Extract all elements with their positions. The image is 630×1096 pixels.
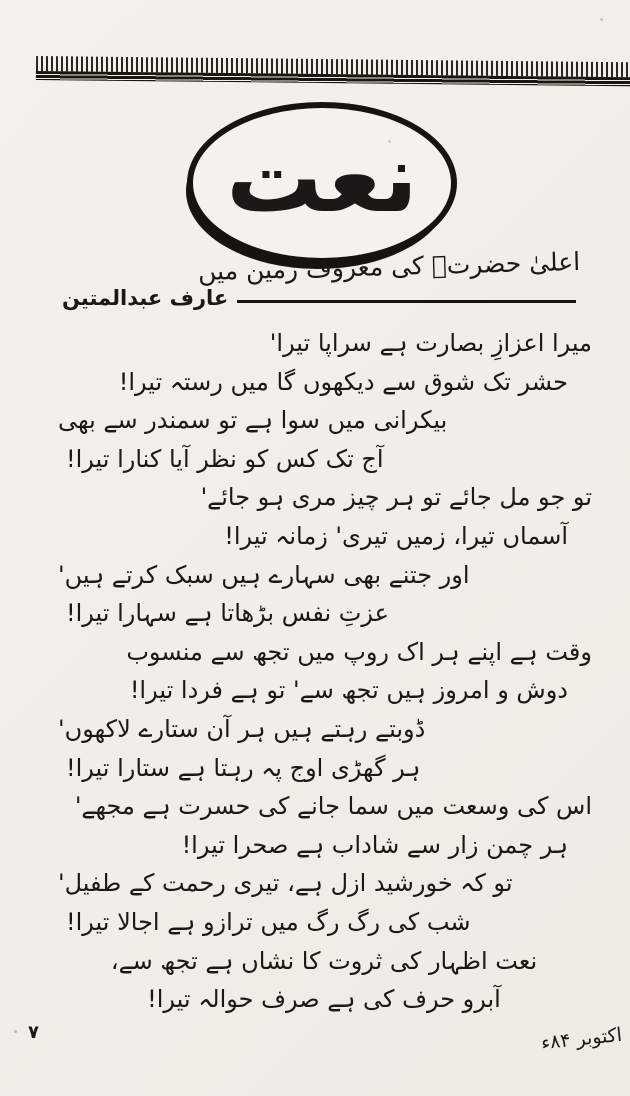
page-number: ۷ <box>28 1022 39 1043</box>
poem-line: دوش و امروز ہیں تجھ سے' تو ہے فردا تیرا! <box>129 676 568 705</box>
couplet <box>56 633 592 710</box>
poem-line: میرا اعزازِ بصارت ہے سراپا تیرا' <box>269 329 592 357</box>
author-name: عارف عبدالمتین <box>62 286 229 310</box>
poem-line: تو جو مل جائے تو ہر چیز مری ہو جائے' <box>200 483 592 512</box>
byline <box>62 286 576 310</box>
scan-speck <box>600 18 603 21</box>
poem-line: آج تک کس کو نظر آیا کنارا تیرا! <box>66 444 384 473</box>
decorative-top-border <box>36 56 630 86</box>
poem-line: حشر تک شوق سے دیکھوں گا میں رستہ تیرا! <box>118 367 568 396</box>
poem-line: ڈوبتے رہتے ہیں ہر آن ستارے لاکھوں' <box>58 714 426 743</box>
scan-speck <box>388 140 391 143</box>
couplet <box>56 787 592 864</box>
poem-line: ہر گھڑی اوج پہ رہتا ہے ستارا تیرا! <box>66 753 421 782</box>
title-oval <box>187 102 457 264</box>
poem-line: عزتِ نفس بڑھاتا ہے سہارا تیرا! <box>66 599 389 628</box>
poem-line: نعت اظہار کی ثروت کا نشاں ہے تجھ سے، <box>110 946 538 975</box>
poem-line: اور جتنے بھی سہارے ہیں سبک کرتے ہیں' <box>58 560 470 589</box>
poem-line: آسماں تیرا، زمیں تیری' زمانہ تیرا! <box>224 521 568 550</box>
poem-line: وقت ہے اپنے ہر اک روپ میں تجھ سے منسوب <box>126 637 592 666</box>
scan-speck <box>14 1030 17 1033</box>
issue-date: اکتوبر ۸۴ء <box>540 1023 623 1055</box>
poem-subtitle: اعلیٰ حضرتؒ کی معروف زمین میں <box>197 247 581 286</box>
couplet <box>56 556 592 633</box>
byline-rule <box>237 300 576 303</box>
couplet <box>56 942 592 1019</box>
couplet <box>56 324 592 401</box>
poem-line: شب کی رگ رگ میں ترازو ہے اجالا تیرا! <box>66 907 471 936</box>
poem-line: تو کہ خورشید ازل ہے، تیری رحمت کے طفیل' <box>58 869 513 898</box>
poem-line: آبرو حرف کی ہے صرف حوالہ تیرا! <box>147 985 501 1014</box>
poem-line: اس کی وسعت میں سما جانے کی حسرت ہے مجھے' <box>74 792 592 821</box>
poem-line: بیکرانی میں سوا ہے تو سمندر سے بھی <box>58 406 448 435</box>
couplet <box>56 401 592 478</box>
poem-body <box>56 324 592 1019</box>
couplet <box>56 864 592 941</box>
couplet <box>56 710 592 787</box>
couplet <box>56 478 592 555</box>
poem-line: ہر چمن زار سے شاداب ہے صحرا تیرا! <box>181 830 568 859</box>
page-title: نعت <box>226 122 418 234</box>
